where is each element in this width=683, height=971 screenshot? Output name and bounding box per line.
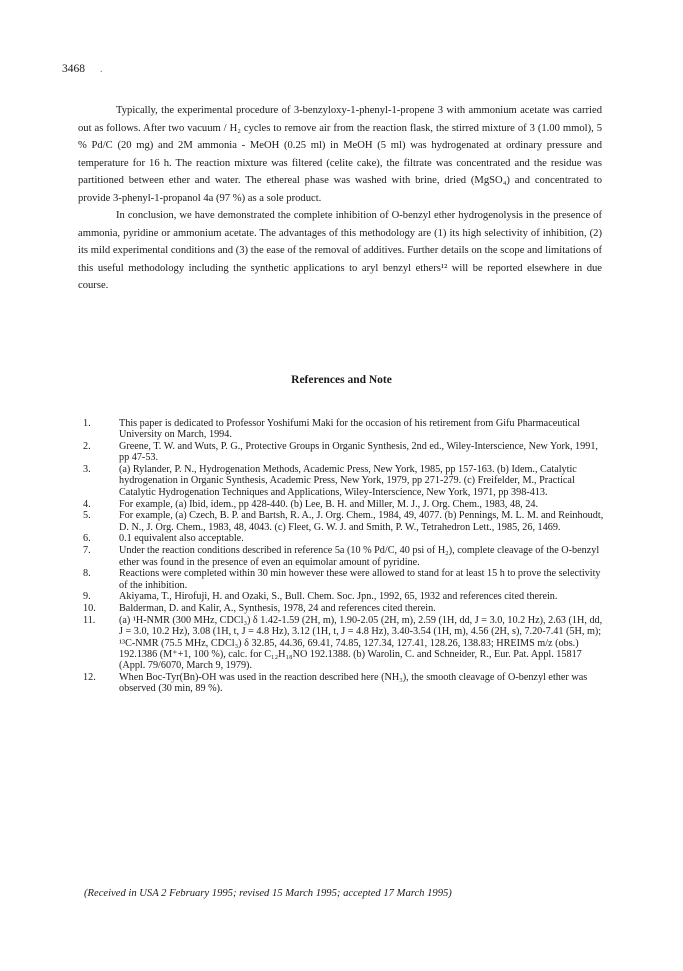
reference-number: 3. [83, 464, 91, 476]
body-text [78, 102, 602, 207]
reference-number: 11. [83, 615, 96, 627]
reference-number: 2. [83, 441, 91, 453]
paragraph-conclusion: In conclusion, we have demonstrated the complete inhibition of O-benzyl ether hydrogenolysis in the presence of ammonia, pyridine or ammonium acetate. The advantages of this methodology are (1) its high selectivity of inhibition, (2) its mild experimental conditions and (3) the ease of the removal of additives. Further details on the scope and limitations of this useful methodology including the synthetic applications to aryl benzyl ethers¹² will be reported elsewhere in due course. [78, 210, 602, 291]
reference-item [83, 464, 605, 498]
reference-number: 12. [83, 672, 96, 684]
reference-item [83, 510, 605, 533]
references-heading: References and Note [291, 374, 392, 386]
reference-item [83, 499, 605, 510]
reference-text: Balderman, D. and Kalir, A., Synthesis, 1978, 24 and references cited therein. [119, 603, 436, 615]
reference-text: Greene, T. W. and Wuts, P. G., Protective Groups in Organic Synthesis, 2nd ed., Wiley-Interscience, New York, 1991, pp 47-53. [119, 441, 598, 464]
reference-number: 5. [83, 510, 91, 522]
reference-item [83, 568, 605, 591]
reference-text: Under the reaction conditions described in reference 5a (10 % Pd/C, 40 psi of H₂), complete cleavage of the O-benzyl ether was found in the presence of even an equimolar amount of pyridine. [119, 545, 600, 568]
reference-item [83, 615, 605, 671]
reference-text: Reactions were completed within 30 min however these were allowed to stand for at least 15 h to prove the selectivity of the inhibition. [119, 568, 601, 591]
reference-number: 4. [83, 498, 91, 510]
reference-text: When Boc-Tyr(Bn)-OH was used in the reaction described here (NH₃), the smooth cleavage of O-benzyl ether was observed (30 min, 89 %). [119, 672, 588, 695]
paragraph-experimental: Typically, the experimental procedure of 3-benzyloxy-1-phenyl-1-propene 3 with ammonium acetate was carried out as follows. After two vacuum / H₂ cycles to remove air from the reaction flask, the stirred mixture of 3 (1.00 mmol), 5 % Pd/C (20 mg) and 2M ammonia - MeOH (0.25 ml) in MeOH (5 ml) was hydrogenated at ordinary pressure and temperature for 16 h. The reaction mixture was filtered (celite cake), the filtrate was concentrated and the residue was partitioned between ether and water. The ethereal phase was washed with brine, dried (MgSO₄) and concentrated to provide 3-phenyl-1-propanol 4a (97 %) as a sole product. [78, 105, 602, 204]
reference-number: 10. [83, 603, 96, 615]
reference-item [83, 672, 605, 695]
page-mark: . [100, 64, 103, 75]
reference-item [83, 418, 605, 441]
reference-item [83, 603, 605, 614]
reference-number: 8. [83, 568, 91, 580]
body-text-2 [78, 207, 602, 295]
reference-item [83, 441, 605, 464]
reference-text: This paper is dedicated to Professor Yoshifumi Maki for the occasion of his retirement from Gifu Pharmaceutical University on March, 1994. [119, 418, 580, 441]
page-number: 3468 [62, 63, 85, 75]
reference-number: 1. [83, 418, 91, 429]
reference-text: 0.1 equivalent also acceptable. [119, 533, 244, 545]
received-dates: (Received in USA 2 February 1995; revised 15 March 1995; accepted 17 March 1995) [84, 888, 452, 899]
reference-item [83, 545, 605, 568]
reference-number: 7. [83, 545, 91, 557]
reference-number: 9. [83, 591, 91, 603]
reference-text: For example, (a) Ibid, idem., pp 428-440. (b) Lee, B. H. and Miller, M. J., J. Org. Chem., 1983, 48, 24. [119, 498, 539, 510]
reference-text: (a) ¹H-NMR (300 MHz, CDCl₃) δ 1.42-1.59 (2H, m), 1.90-2.05 (2H, m), 2.59 (1H, dd, J = 3.0, 10.2 Hz), 2.63 (1H, dd, J = 3.0, 10.2 Hz), 3.08 (1H, t, J = 4.8 Hz), 3.12 (1H, t, J = 4.8 Hz), 3.40-3.54 (1H, m), 4.56 (2H, s), 7.20-7.41 (5H, m); ¹³C-NMR (75.5 MHz, CDCl₃) δ 32.85, 44.36, 69.41, 74.85, 127.34, 127.41, 128.26, 138.83; HREIMS m/z (obs.) 192.1386 (M⁺+1, 100 %), calc. for C₁₂H₁₈NO 192.1388. (b) Warolin, C. and Schneider, R., Eur. Pat. Appl. 15817 (Appl. 79/6070, March 9, 1979). [119, 615, 603, 672]
references-list [83, 418, 605, 695]
reference-number: 6. [83, 533, 91, 545]
reference-item [83, 533, 605, 544]
reference-text: Akiyama, T., Hirofuji, H. and Ozaki, S., Bull. Chem. Soc. Jpn., 1992, 65, 1932 and references cited therein. [119, 591, 558, 603]
reference-text: For example, (a) Czech, B. P. and Bartsh, R. A., J. Org. Chem., 1984, 49, 4077. (b) Pennings, M. L. M. and Reinhoudt, D. N., J. Org. Chem., 1983, 48, 4043. (c) Fleet, G. W. J. and Smith, P. W., Tetrahedron Lett., 1985, 26, 1469. [119, 510, 604, 533]
reference-item [83, 591, 605, 602]
reference-text: (a) Rylander, P. N., Hydrogenation Methods, Academic Press, New York, 1985, pp 157-163. (b) Idem., Catalytic hydrogenation in Organic Synthesis, Academic Press, New York, 1979, pp 271-279. (c) Freifelder, M., Practical Catalytic Hydrogenation Techniques and Applications, Wiley-Interscience, New York, 1971, pp 398-413. [119, 464, 577, 498]
